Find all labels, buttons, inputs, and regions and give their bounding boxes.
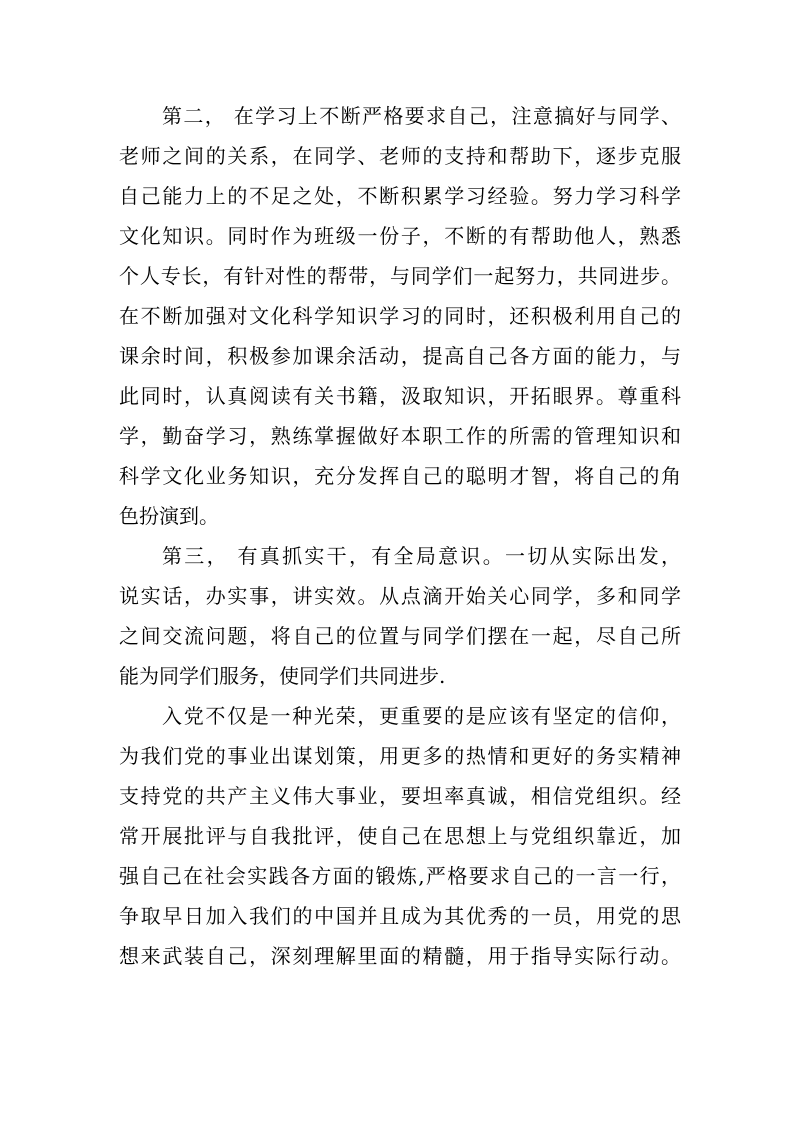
- text-line: 争取早日加入我们的中国并且成为其优秀的一员，用党的思: [119, 904, 681, 928]
- text-line: 入党不仅是一种光荣，更重要的是应该有坚定的信仰，: [162, 704, 681, 728]
- text-line: 想来武装自己，深刻理解里面的精髓，用于指导实际行动。: [119, 944, 681, 968]
- text-line: 文化知识。同时作为班级一份子，不断的有帮助他人，熟悉: [119, 224, 681, 248]
- text-line: 色扮演到。: [119, 504, 219, 528]
- text-line: 说实话，办实事，讲实效。从点滴开始关心同学，多和同学: [119, 584, 681, 608]
- text-line: 在不断加强对文化科学知识学习的同时，还积极利用自己的: [119, 304, 681, 328]
- text-line: 能为同学们服务，使同学们共同进步.: [119, 664, 446, 688]
- text-line: 第二， 在学习上不断严格要求自己，注意搞好与同学、: [162, 104, 681, 128]
- text-line: 科学文化业务知识，充分发挥自己的聪明才智，将自己的角: [119, 464, 681, 488]
- text-line: 此同时，认真阅读有关书籍，汲取知识，开拓眼界。尊重科: [119, 384, 681, 408]
- text-line: 常开展批评与自我批评，使自己在思想上与党组织靠近，加: [119, 824, 681, 848]
- text-line: 自己能力上的不足之处，不断积累学习经验。努力学习科学: [119, 184, 681, 208]
- text-line: 强自己在社会实践各方面的锻炼,严格要求自己的一言一行，: [119, 864, 681, 888]
- text-line: 第三， 有真抓实干，有全局意识。一切从实际出发，: [162, 544, 681, 568]
- text-line: 为我们党的事业出谋划策，用更多的热情和更好的务实精神: [119, 744, 681, 768]
- document-body: [119, 96, 681, 976]
- text-line: 个人专长，有针对性的帮带，与同学们一起努力，共同进步。: [119, 264, 681, 288]
- text-line: 之间交流问题，将自己的位置与同学们摆在一起，尽自己所: [119, 624, 681, 648]
- text-line: 老师之间的关系，在同学、老师的支持和帮助下，逐步克服: [119, 144, 681, 168]
- text-line: 支持党的共产主义伟大事业，要坦率真诚，相信党组织。经: [119, 784, 681, 808]
- paragraph-second: [119, 96, 681, 536]
- paragraph-party: [119, 696, 681, 976]
- text-line: 学，勤奋学习，熟练掌握做好本职工作的所需的管理知识和: [119, 424, 681, 448]
- paragraph-third: [119, 536, 681, 696]
- text-line: 课余时间，积极参加课余活动，提高自己各方面的能力，与: [119, 344, 681, 368]
